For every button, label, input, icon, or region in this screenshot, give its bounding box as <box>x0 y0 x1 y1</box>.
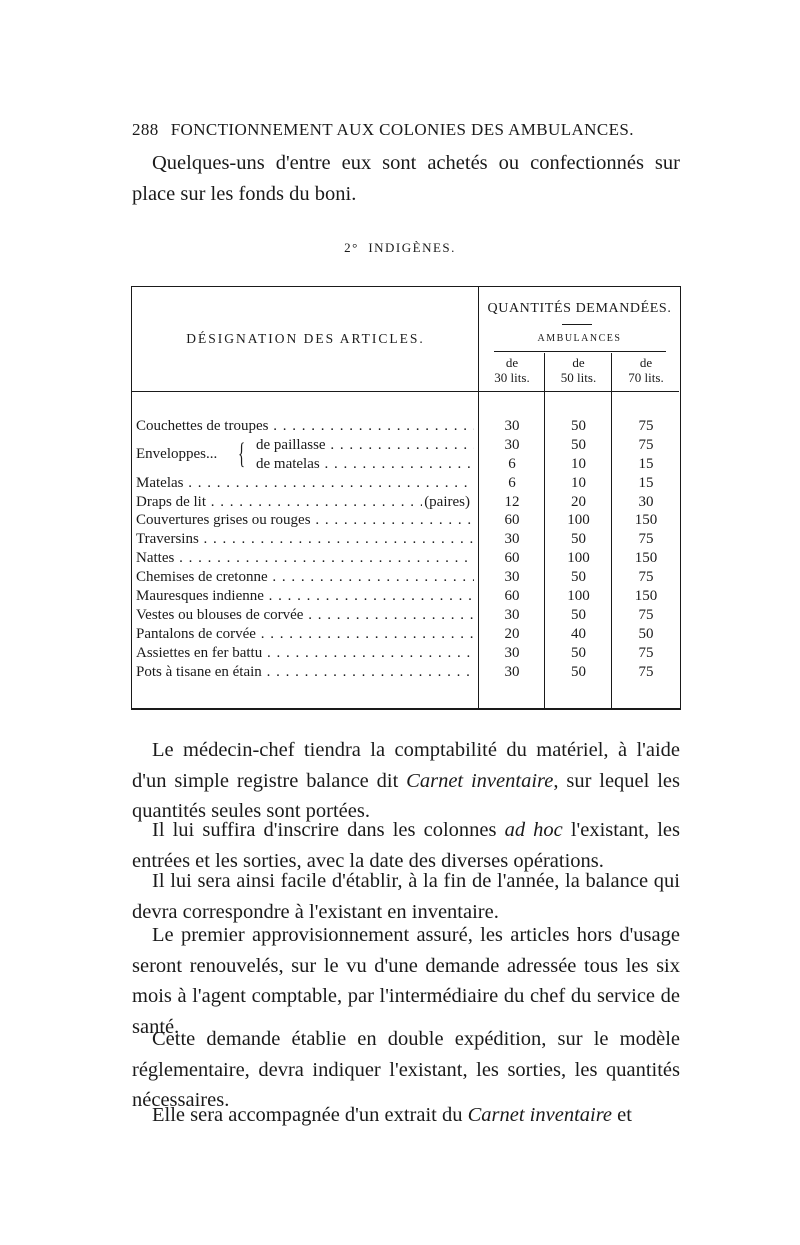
value-30: 30 <box>504 606 520 623</box>
value-50: 40 <box>571 625 586 642</box>
column-header-70 <box>612 355 680 385</box>
quantities-header: QUANTITÉS DEMANDÉES. <box>487 301 672 316</box>
value-70: 75 <box>638 644 654 661</box>
row-label: Traversins . . . <box>136 530 474 549</box>
row-label: Assiettes en fer battu . . . <box>136 644 474 663</box>
value-70: 150 <box>634 588 658 605</box>
row-label: Couchettes de troupes . . . <box>136 417 474 436</box>
value-50: 50 <box>571 531 586 548</box>
value-70: 75 <box>638 569 654 586</box>
row-label: Chemises de cretonne . . . <box>136 568 474 587</box>
row-label: Nattes . . . <box>136 549 474 568</box>
table-row <box>132 606 680 625</box>
table-rows <box>132 474 680 682</box>
row-label: Couvertures grises ou rouges . . . <box>136 511 474 530</box>
designation-header: DÉSIGNATION DES ARTICLES. <box>186 331 425 346</box>
header-ornament-rule <box>562 324 592 325</box>
table-row <box>132 417 680 436</box>
table-row <box>132 663 680 682</box>
value-30: 60 <box>504 588 520 605</box>
page-number: 288 <box>132 120 159 139</box>
table-row <box>132 530 680 549</box>
value-50: 100 <box>567 588 590 605</box>
table-body <box>132 417 680 681</box>
value-70: 150 <box>634 550 658 567</box>
table-row <box>132 587 680 606</box>
value-70: 15 <box>638 455 654 472</box>
value-50: 20 <box>571 493 586 510</box>
column-header-line: de <box>572 355 585 370</box>
row-label: Mauresques indienne . . . <box>136 587 474 606</box>
brace-glyph: { <box>238 436 246 470</box>
paragraph <box>132 1100 680 1131</box>
value-30: 30 <box>504 663 520 680</box>
paragraph-text: Le médecin-chef tiendra la comptabilité du matériel, à l'aide d'un simple registre balance dit <box>132 739 680 792</box>
value-30: 30 <box>504 418 520 434</box>
value-30: 20 <box>504 625 520 642</box>
paragraph-emphasis: Carnet inventaire <box>467 1104 613 1126</box>
value-30: 60 <box>504 512 520 529</box>
value-70: 75 <box>638 418 654 434</box>
row-label: Matelas . . . <box>136 474 474 493</box>
column-header-line: 70 lits. <box>628 370 664 385</box>
articles-table <box>131 286 681 710</box>
table-row <box>132 511 680 530</box>
paragraph-emphasis: Carnet inventaire <box>406 769 554 792</box>
section-title: INDIGÈNES. <box>368 240 456 255</box>
row-suffix: (paires) <box>424 493 470 510</box>
value-70: 30 <box>638 493 654 510</box>
paragraph-text: , sur lequel les quantités seules sont portées. <box>132 769 680 822</box>
value-30: 30 <box>504 436 520 453</box>
value-70: 50 <box>638 625 654 642</box>
column-header-50 <box>545 355 612 385</box>
intro-paragraph: Quelques-uns d'entre eux sont achetés ou confectionnés sur place sur les fonds du boni. <box>132 152 680 205</box>
header-rule <box>132 391 679 392</box>
section-heading <box>0 240 800 256</box>
row-label: Draps de lit . . . <box>136 493 436 512</box>
value-30: 60 <box>504 550 520 567</box>
paragraph-text: Elle sera accompagnée d'un extrait du <box>152 1104 468 1126</box>
column-header-line: 50 lits. <box>560 370 597 385</box>
column-header-line: de <box>505 355 519 370</box>
table-row-group-enveloppes <box>132 436 680 474</box>
value-50: 50 <box>571 644 586 661</box>
row-sublabel: de paillasse . . . <box>256 436 474 455</box>
table-row <box>132 549 680 568</box>
section-number: 2° <box>344 240 359 255</box>
value-70: 75 <box>638 531 654 548</box>
value-50: 10 <box>571 474 586 491</box>
table-row <box>132 474 680 493</box>
value-50: 100 <box>567 512 590 529</box>
paragraph-text: Il lui suffira d'inscrire dans les colonnes <box>152 819 505 841</box>
table-row <box>132 644 680 663</box>
value-30: 30 <box>504 531 520 548</box>
table-row <box>132 493 680 512</box>
ambulances-header: AMBULANCES <box>537 333 622 344</box>
column-header-line: 30 lits. <box>494 370 530 385</box>
value-50: 10 <box>571 455 586 472</box>
ambulances-rule <box>494 351 666 352</box>
paragraph: Le premier approvisionnement assuré, les articles hors d'usage seront renouvelés, sur le vu d'une demande adressée tous les six mois à l'agent comptable, par l'intermédiaire du chef du service de santé. <box>132 924 680 1038</box>
value-30: 12 <box>504 493 520 510</box>
value-70: 150 <box>634 512 658 529</box>
value-30: 6 <box>508 455 516 472</box>
value-50: 50 <box>571 569 586 586</box>
value-70: 75 <box>638 663 654 680</box>
value-70: 75 <box>638 606 654 623</box>
value-50: 50 <box>571 418 586 434</box>
paragraph <box>132 735 680 827</box>
row-label: Pantalons de corvée . . . <box>136 625 474 644</box>
value-30: 30 <box>504 569 520 586</box>
row-label: Vestes ou blouses de corvée . . . <box>136 606 474 625</box>
paragraph-text: et <box>612 1104 632 1126</box>
running-title: FONCTIONNEMENT AUX COLONIES DES AMBULANCES. <box>170 120 634 139</box>
running-header <box>132 120 692 140</box>
value-50: 100 <box>567 550 590 567</box>
paragraph: Cette demande établie en double expédition, sur le modèle réglementaire, devra indiquer l'existant, les sorties, les quantités nécessaires. <box>132 1028 680 1111</box>
value-30: 6 <box>508 474 516 491</box>
paragraph-text: l'existant, les entrées et les sorties, avec la date des diverses opérations. <box>132 819 680 872</box>
value-70: 75 <box>638 436 654 453</box>
column-header-30 <box>479 355 545 385</box>
paragraph: Il lui sera ainsi facile d'établir, à la fin de l'année, la balance qui devra correspondre à l'existant en inventaire. <box>132 870 680 923</box>
column-header-line: de <box>639 355 653 370</box>
value-50: 50 <box>571 663 586 680</box>
value-70: 15 <box>638 474 654 491</box>
row-sublabel: de matelas . . . <box>256 455 474 474</box>
value-30: 30 <box>504 644 520 661</box>
value-50: 50 <box>571 606 586 623</box>
table-row <box>132 625 680 644</box>
value-50: 50 <box>571 436 586 453</box>
paragraph-emphasis: ad hoc <box>504 819 563 841</box>
table-row <box>132 568 680 587</box>
row-label: Pots à tisane en étain . . . <box>136 663 474 682</box>
row-label: Enveloppes... <box>136 445 218 462</box>
